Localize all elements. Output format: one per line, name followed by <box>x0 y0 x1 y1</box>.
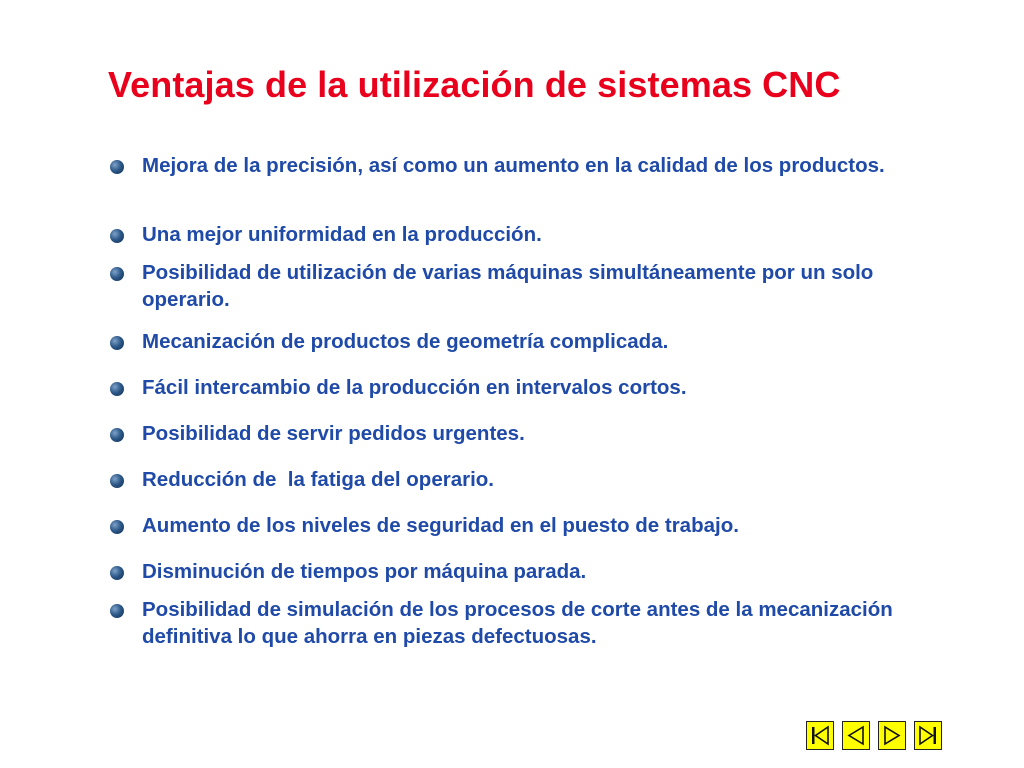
bullet-text: Disminución de tiempos por máquina parada. <box>142 560 587 583</box>
first-slide-button[interactable] <box>806 721 834 750</box>
bullet-text: Posibilidad de simulación de los procesos de corte antes de la mecanización definitiva lo que ahorra en piezas defectuosas. <box>142 598 893 648</box>
bullet-text: Una mejor uniformidad en la producción. <box>142 223 542 246</box>
bullet-text: Aumento de los niveles de seguridad en el puesto de trabajo. <box>142 514 739 537</box>
bullet-icon <box>110 520 124 534</box>
bullet-text: Reducción de la fatiga del operario. <box>142 468 494 491</box>
bullet-text: Posibilidad de utilización de varias máquinas simultáneamente por un solo operario. <box>142 261 874 311</box>
bullet-icon <box>110 229 124 243</box>
previous-slide-button[interactable] <box>842 721 870 750</box>
bullet-icon <box>110 566 124 580</box>
bullet-icon <box>110 160 124 174</box>
bullet-text: Mecanización de productos de geometría complicada. <box>142 330 669 353</box>
next-slide-button[interactable] <box>878 721 906 750</box>
bullet-icon <box>110 428 124 442</box>
next-slide-icon <box>879 722 905 749</box>
bullet-icon <box>110 604 124 618</box>
bullet-text: Posibilidad de servir pedidos urgentes. <box>142 422 525 445</box>
bullet-icon <box>110 382 124 396</box>
first-slide-icon <box>807 722 833 749</box>
slide-title: Ventajas de la utilización de sistemas CNC <box>108 64 841 105</box>
bullet-icon <box>110 336 124 350</box>
last-slide-button[interactable] <box>914 721 942 750</box>
bullet-text: Fácil intercambio de la producción en intervalos cortos. <box>142 376 687 399</box>
bullet-text: Mejora de la precisión, así como un aumento en la calidad de los productos. <box>142 154 885 177</box>
previous-slide-icon <box>843 722 869 749</box>
bullet-icon <box>110 474 124 488</box>
bullet-icon <box>110 267 124 281</box>
last-slide-icon <box>915 722 941 749</box>
